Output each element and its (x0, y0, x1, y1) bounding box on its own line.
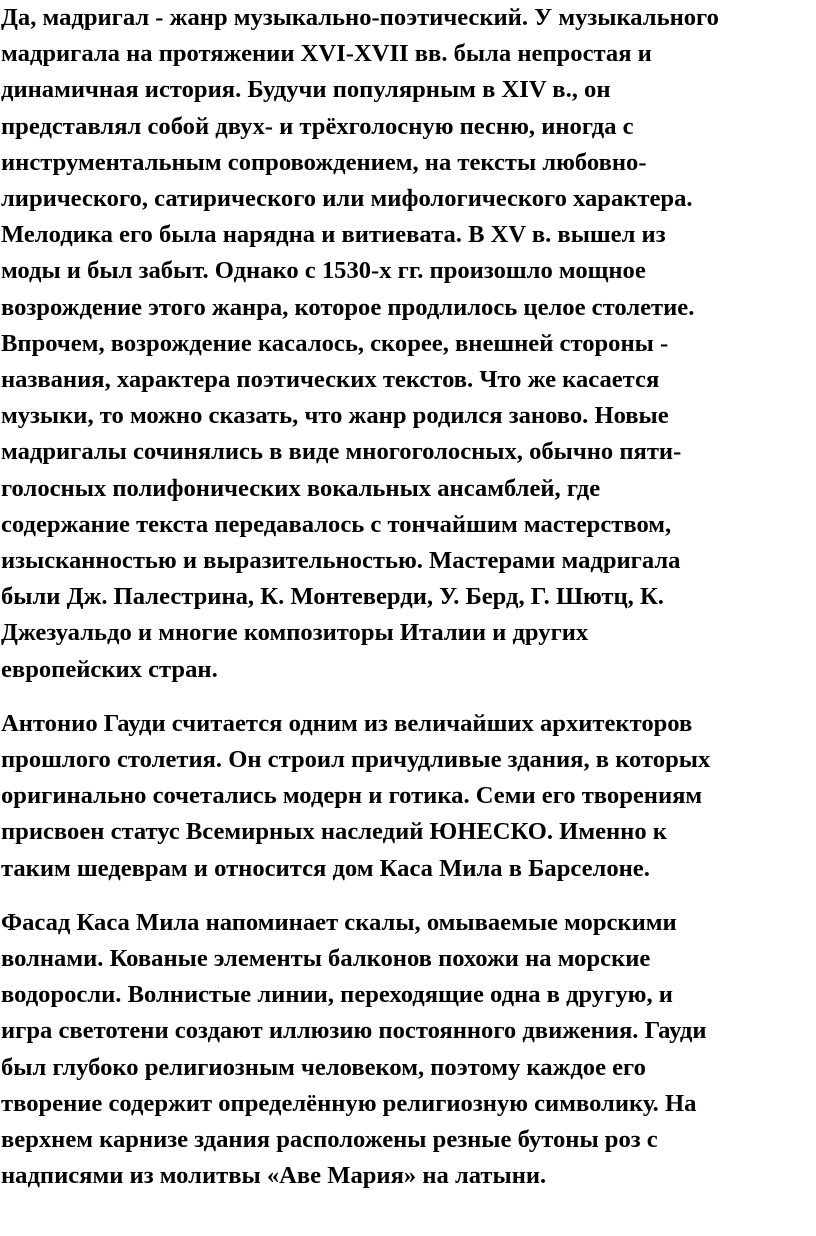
paragraph-gaudi: Антонио Гауди считается одним из величайших архитекторов прошлого столетия. Он строил причудливые здания, в которых оригинально сочетались модерн и готика. Семи его творениям присвоен статус Всемирных наследий ЮНЕСКО. Именно к таким шедеврам и относится дом Каса Мила в Барселоне. (1, 709, 711, 882)
paragraph-madrigal: Да, мадригал - жанр музыкально-поэтический. У музыкального мадригала на протяжении XVI-XVII вв. была непростая и динамичная история. Будучи популярным в XIV в., он представлял собой двух- и трёхголосную песню, иногда с инструментальным сопровождением, на тексты любовно- лирического, сатирического или мифологического характера. Мелодика его была нарядна и витиевата. В XV в. вышел из моды и был забыт. Однако с 1530-х гг. произошло мощное возрождение этого жанра, которое продлилось целое столетие. Впрочем, возрождение касалось, скорее, внешней стороны - названия, характера поэтических текстов. Что же касается музыки, то можно сказать, что жанр родился заново. Новые мадригалы сочинялись в виде многоголосных, обычно пяти- голосных полифонических вокальных ансамблей, где содержание текста передавалось с тончайшим мастерством, изысканностью и выразительностью. Мастерами мадригала были Дж. Палестрина, К. Монтеверди, У. Берд, Г. Шютц, К. Джезуальдо и многие композиторы Италии и других европейских стран. (1, 4, 719, 683)
paragraph-casa-mila: Фасад Каса Мила напоминает скалы, омываемые морскими волнами. Кованые элементы балконов похожи на морские водоросли. Волнистые линии, переходящие одна в другую, и игра светотени создают иллюзию постоянного движения. Гауди был глубоко религиозным человеком, поэтому каждое его творение содержит определённую религиозную символику. На верхнем карнизе здания расположены резные бутоны роз с надписями из молитвы «Аве Мария» на латыни. (1, 908, 707, 1190)
